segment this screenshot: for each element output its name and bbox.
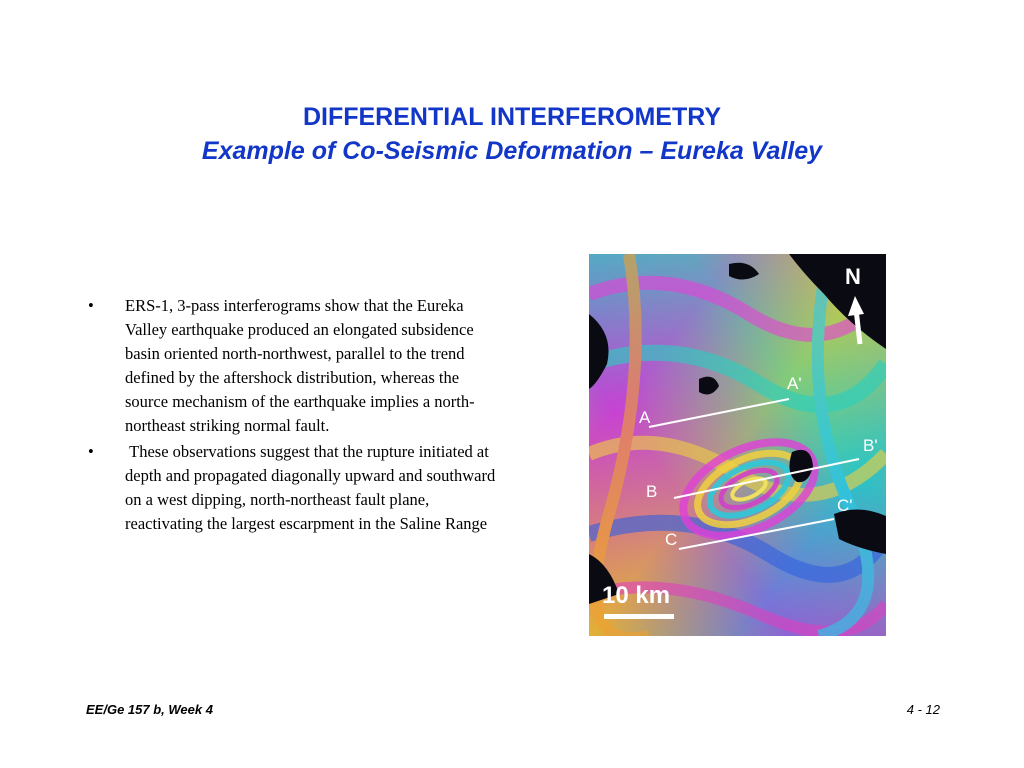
title-line-1: DIFFERENTIAL INTERFEROMETRY (302, 103, 722, 131)
bullet-item (88, 294, 498, 438)
title-line-2: Example of Co-Seismic Deformation – Eureka Valley (201, 137, 823, 165)
profile-label-b: B (646, 482, 658, 501)
profile-label-a-prime: A' (787, 374, 802, 393)
profile-label-b-prime: B' (863, 436, 878, 455)
interferogram-image (589, 254, 886, 636)
interferogram-graphic (589, 254, 886, 636)
bullet-text: ERS-1, 3-pass interferograms show that the Eureka Valley earthquake produced an elongated subsidence basin oriented north-northwest, parallel to the trend defined by the aftershock distribution, whereas the source mechanism of the earthquake implies a north-northeast striking normal fault. (125, 296, 475, 435)
scale-bar (604, 614, 674, 619)
bullet-text: These observations suggest that the rupture initiated at depth and propagated diagonally upward and southward on a west dipping, north-northeast fault plane, reactivating the largest escarpment in the Saline Range (125, 442, 500, 533)
profile-label-c-prime: C' (837, 496, 853, 515)
bullet-marker: • (88, 296, 94, 315)
footer-page-number: 4 - 12 (906, 702, 940, 717)
profile-label-c: C (665, 530, 678, 549)
bullet-marker: • (88, 442, 94, 461)
footer-course: EE/Ge 157 b, Week 4 (86, 702, 213, 717)
profile-label-a: A (639, 408, 651, 427)
bullet-list (88, 294, 498, 536)
slide-title (0, 100, 1024, 168)
bullet-item (88, 440, 498, 536)
north-label: N (845, 264, 861, 289)
scale-label: 10 km (602, 582, 671, 609)
